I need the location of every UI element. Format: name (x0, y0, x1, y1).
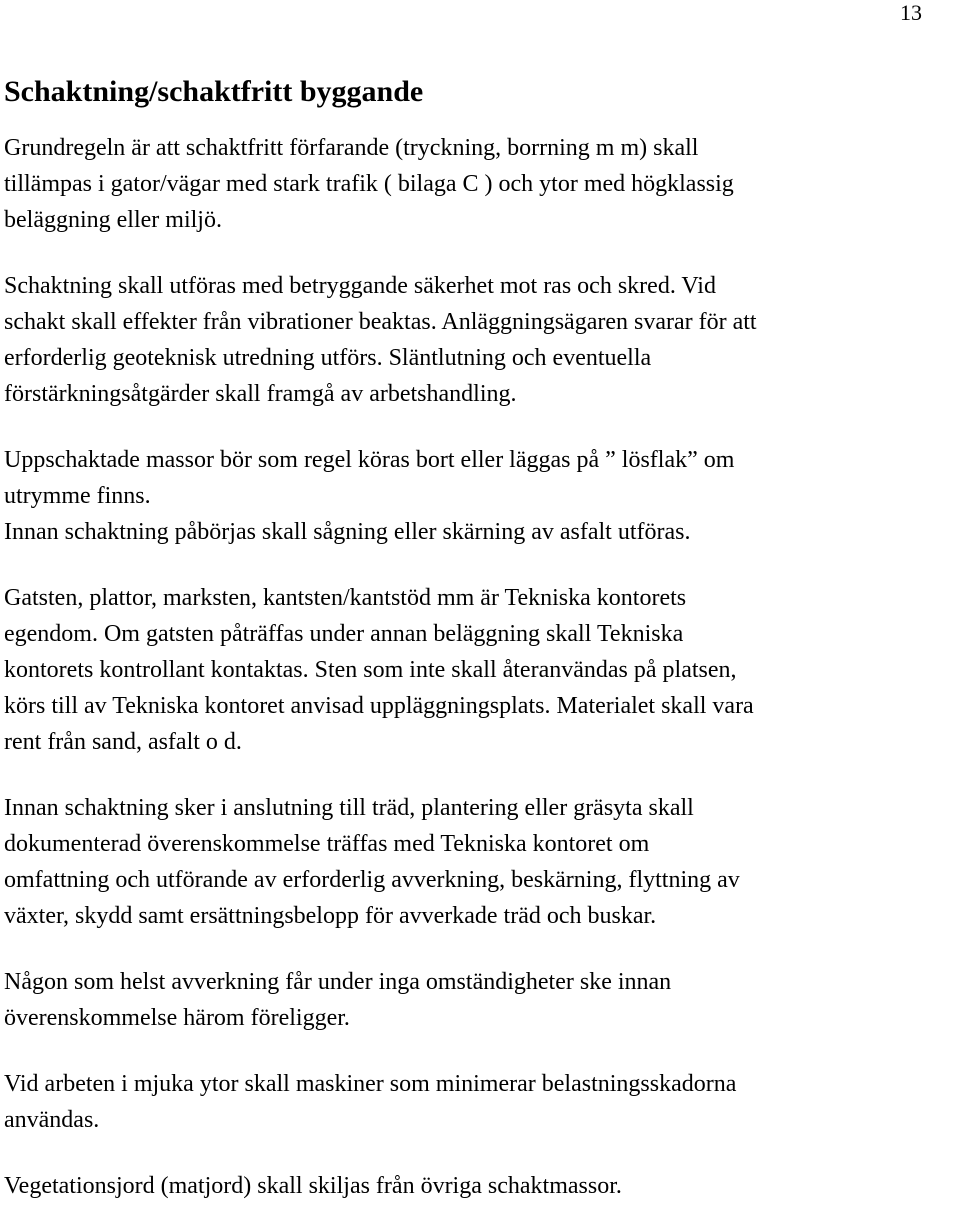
paragraph-excavated-masses: Uppschaktade massor bör som regel köras bort eller läggas på ” lösflak” om utrymme finns. (4, 447, 735, 509)
paragraph-topsoil: Vegetationsjord (matjord) skall skiljas från övriga schaktmassor. (4, 1173, 622, 1199)
paragraph-soft-surfaces: Vid arbeten i mjuka ytor skall maskiner som minimerar belastningsskadorna användas. (4, 1071, 737, 1133)
section-heading: Schaktning/schaktfritt byggande (4, 75, 424, 108)
paragraph-schaktfritt-rule: Grundregeln är att schaktfritt förfarande (tryckning, borrning m m) skall tillämpas i gator/vägar med stark trafik ( bilaga C ) och ytor med högklassig beläggning eller miljö. (4, 135, 734, 233)
document-body (4, 72, 956, 1204)
paragraph-trees-planting: Innan schaktning sker i anslutning till träd, plantering eller gräsyta skall dokumenterad överenskommelse träffas med Tekniska kontoret om omfattning och utförande av erforderlig avverkning, beskärning, flyttning av växter, skydd samt ersättningsbelopp för avverkade träd och buskar. (4, 795, 740, 929)
paragraph-safety: Schaktning skall utföras med betryggande säkerhet mot ras och skred. Vid schakt skall effekter från vibrationer beaktas. Anläggningsägaren svarar för att erforderlig geoteknisk utredning utförs. Släntlutning och eventuella förstärkningsåtgärder skall framgå av arbetshandling. (4, 273, 757, 407)
paragraph-no-felling: Någon som helst avverkning får under inga omständigheter ske innan överenskommelse härom föreligger. (4, 969, 672, 1031)
paragraph-paving-stones: Gatsten, plattor, marksten, kantsten/kantstöd mm är Tekniska kontorets egendom. Om gatsten påträffas under annan beläggning skall Tekniska kontorets kontrollant kontaktas. Sten som inte skall återanvändas på platsen, körs till av Tekniska kontoret anvisad uppläggningsplats. Materialet skall vara rent från sand, asfalt o d. (4, 585, 754, 755)
paragraph-asphalt-cutting: Innan schaktning påbörjas skall sågning eller skärning av asfalt utföras. (4, 519, 691, 545)
page-number: 13 (900, 0, 922, 25)
